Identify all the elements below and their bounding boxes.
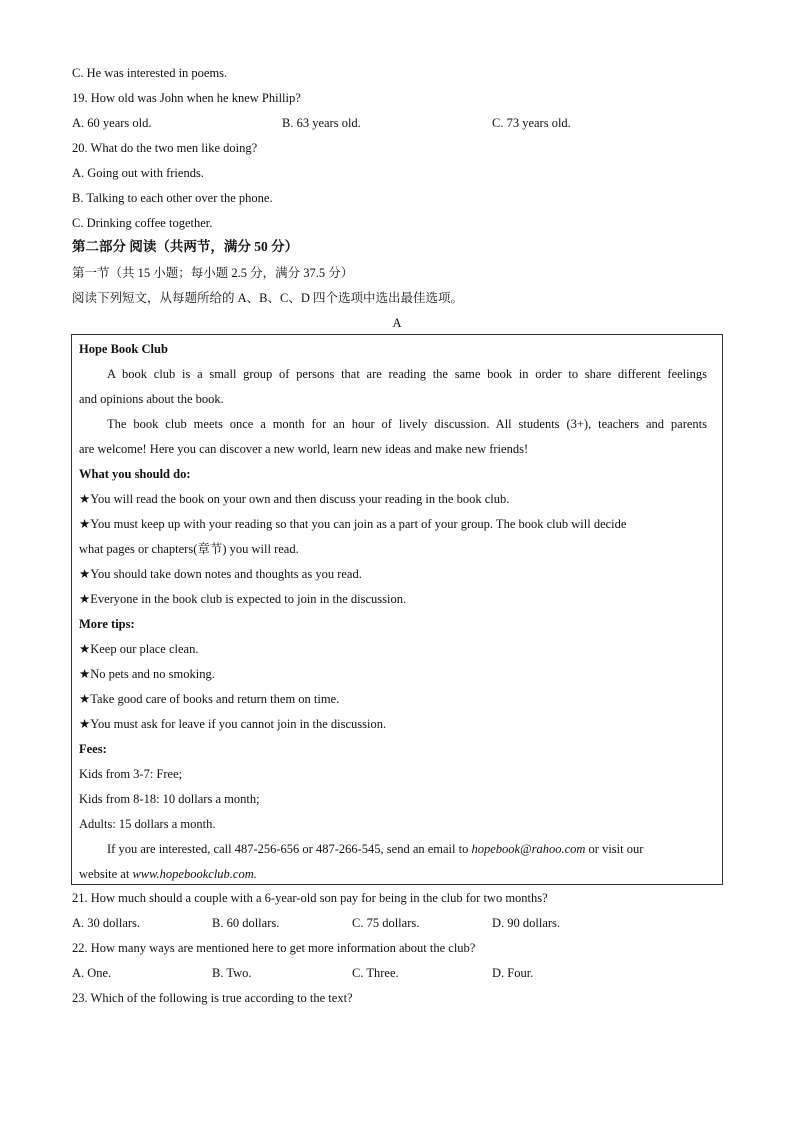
contact-line-2 bbox=[79, 866, 257, 882]
q22-options bbox=[72, 965, 732, 981]
tip-item-3: ★Take good care of books and return them on time. bbox=[79, 692, 340, 706]
q19-stem: 19. How old was John when he knew Phillip? bbox=[72, 91, 301, 105]
q21-option-a: A. 30 dollars. bbox=[72, 916, 141, 930]
passage-box bbox=[71, 334, 723, 885]
section-title: 第二部分 阅读（共两节，满分 50 分） bbox=[72, 239, 299, 254]
q21-options bbox=[72, 915, 732, 931]
q19-option-a: A. 60 years old. bbox=[72, 116, 152, 130]
tip-item-2: ★No pets and no smoking. bbox=[79, 667, 215, 681]
fees-heading: Fees: bbox=[79, 742, 107, 756]
passage-title: Hope Book Club bbox=[79, 342, 168, 356]
q20-option-b: B. Talking to each other over the phone. bbox=[72, 191, 273, 205]
q19-option-b: B. 63 years old. bbox=[282, 116, 361, 130]
q22-option-b: B. Two. bbox=[212, 966, 252, 980]
contact-text-3: website at bbox=[79, 867, 133, 881]
q21-stem: 21. How much should a couple with a 6-year-old son pay for being in the club for two months? bbox=[72, 891, 548, 905]
q20-stem: 20. What do the two men like doing? bbox=[72, 141, 258, 155]
contact-line-1 bbox=[107, 841, 643, 857]
q22-option-c: C. Three. bbox=[352, 966, 399, 980]
contact-email: hopebook@rahoo.com bbox=[471, 842, 586, 856]
paragraph-1-line-2: and opinions about the book. bbox=[79, 392, 224, 406]
should-do-item-1: ★You will read the book on your own and then discuss your reading in the book club. bbox=[79, 492, 510, 506]
section-instruction: 阅读下列短文，从每题所给的 A、B、C、D 四个选项中选出最佳选项。 bbox=[72, 291, 463, 305]
tip-item-1: ★Keep our place clean. bbox=[79, 642, 199, 656]
q21-option-c: C. 75 dollars. bbox=[352, 916, 420, 930]
contact-website: www.hopebookclub.com. bbox=[132, 867, 257, 881]
q21-option-d: D. 90 dollars. bbox=[492, 916, 561, 930]
tips-heading: More tips: bbox=[79, 617, 135, 631]
q22-option-a: A. One. bbox=[72, 966, 112, 980]
tip-item-4: ★You must ask for leave if you cannot join in the discussion. bbox=[79, 717, 387, 731]
paragraph-1-line-1: A book club is a small group of persons that are reading the same book in order to share different feelings bbox=[107, 367, 707, 381]
fee-item-3: Adults: 15 dollars a month. bbox=[79, 817, 216, 831]
should-do-item-4: ★Everyone in the book club is expected to join in the discussion. bbox=[79, 592, 407, 606]
q22-stem: 22. How many ways are mentioned here to get more information about the club? bbox=[72, 941, 476, 955]
q19-options bbox=[72, 115, 732, 131]
q20-option-c: C. Drinking coffee together. bbox=[72, 216, 213, 230]
q19-option-c: C. 73 years old. bbox=[492, 116, 571, 130]
should-do-item-3: ★You should take down notes and thoughts as you read. bbox=[79, 567, 362, 581]
q22-option-d: D. Four. bbox=[492, 966, 534, 980]
contact-text-1: If you are interested, call 487-256-656 or 487-266-545, send an email to bbox=[107, 842, 472, 856]
section-subtitle: 第一节（共 15 小题；每小题 2.5 分，满分 37.5 分） bbox=[72, 266, 354, 280]
q20-option-a: A. Going out with friends. bbox=[72, 166, 204, 180]
paragraph-2-line-1: The book club meets once a month for an hour of lively discussion. All students (3+), teachers and parents bbox=[107, 417, 707, 431]
q21-option-b: B. 60 dollars. bbox=[212, 916, 280, 930]
q23-stem: 23. Which of the following is true according to the text? bbox=[72, 991, 353, 1005]
q18-option-c: C. He was interested in poems. bbox=[72, 66, 228, 80]
should-do-heading: What you should do: bbox=[79, 467, 191, 481]
fee-item-1: Kids from 3-7: Free; bbox=[79, 767, 183, 781]
paragraph-2-line-2: are welcome! Here you can discover a new world, learn new ideas and make new friends! bbox=[79, 442, 529, 456]
should-do-item-2-line-2: what pages or chapters(章节) you will read. bbox=[79, 542, 299, 556]
passage-letter: A bbox=[392, 316, 402, 330]
fee-item-2: Kids from 8-18: 10 dollars a month; bbox=[79, 792, 260, 806]
should-do-item-2-line-1: ★You must keep up with your reading so that you can join as a part of your group. The book club will decide bbox=[79, 517, 627, 531]
contact-text-2: or visit our bbox=[585, 842, 644, 856]
